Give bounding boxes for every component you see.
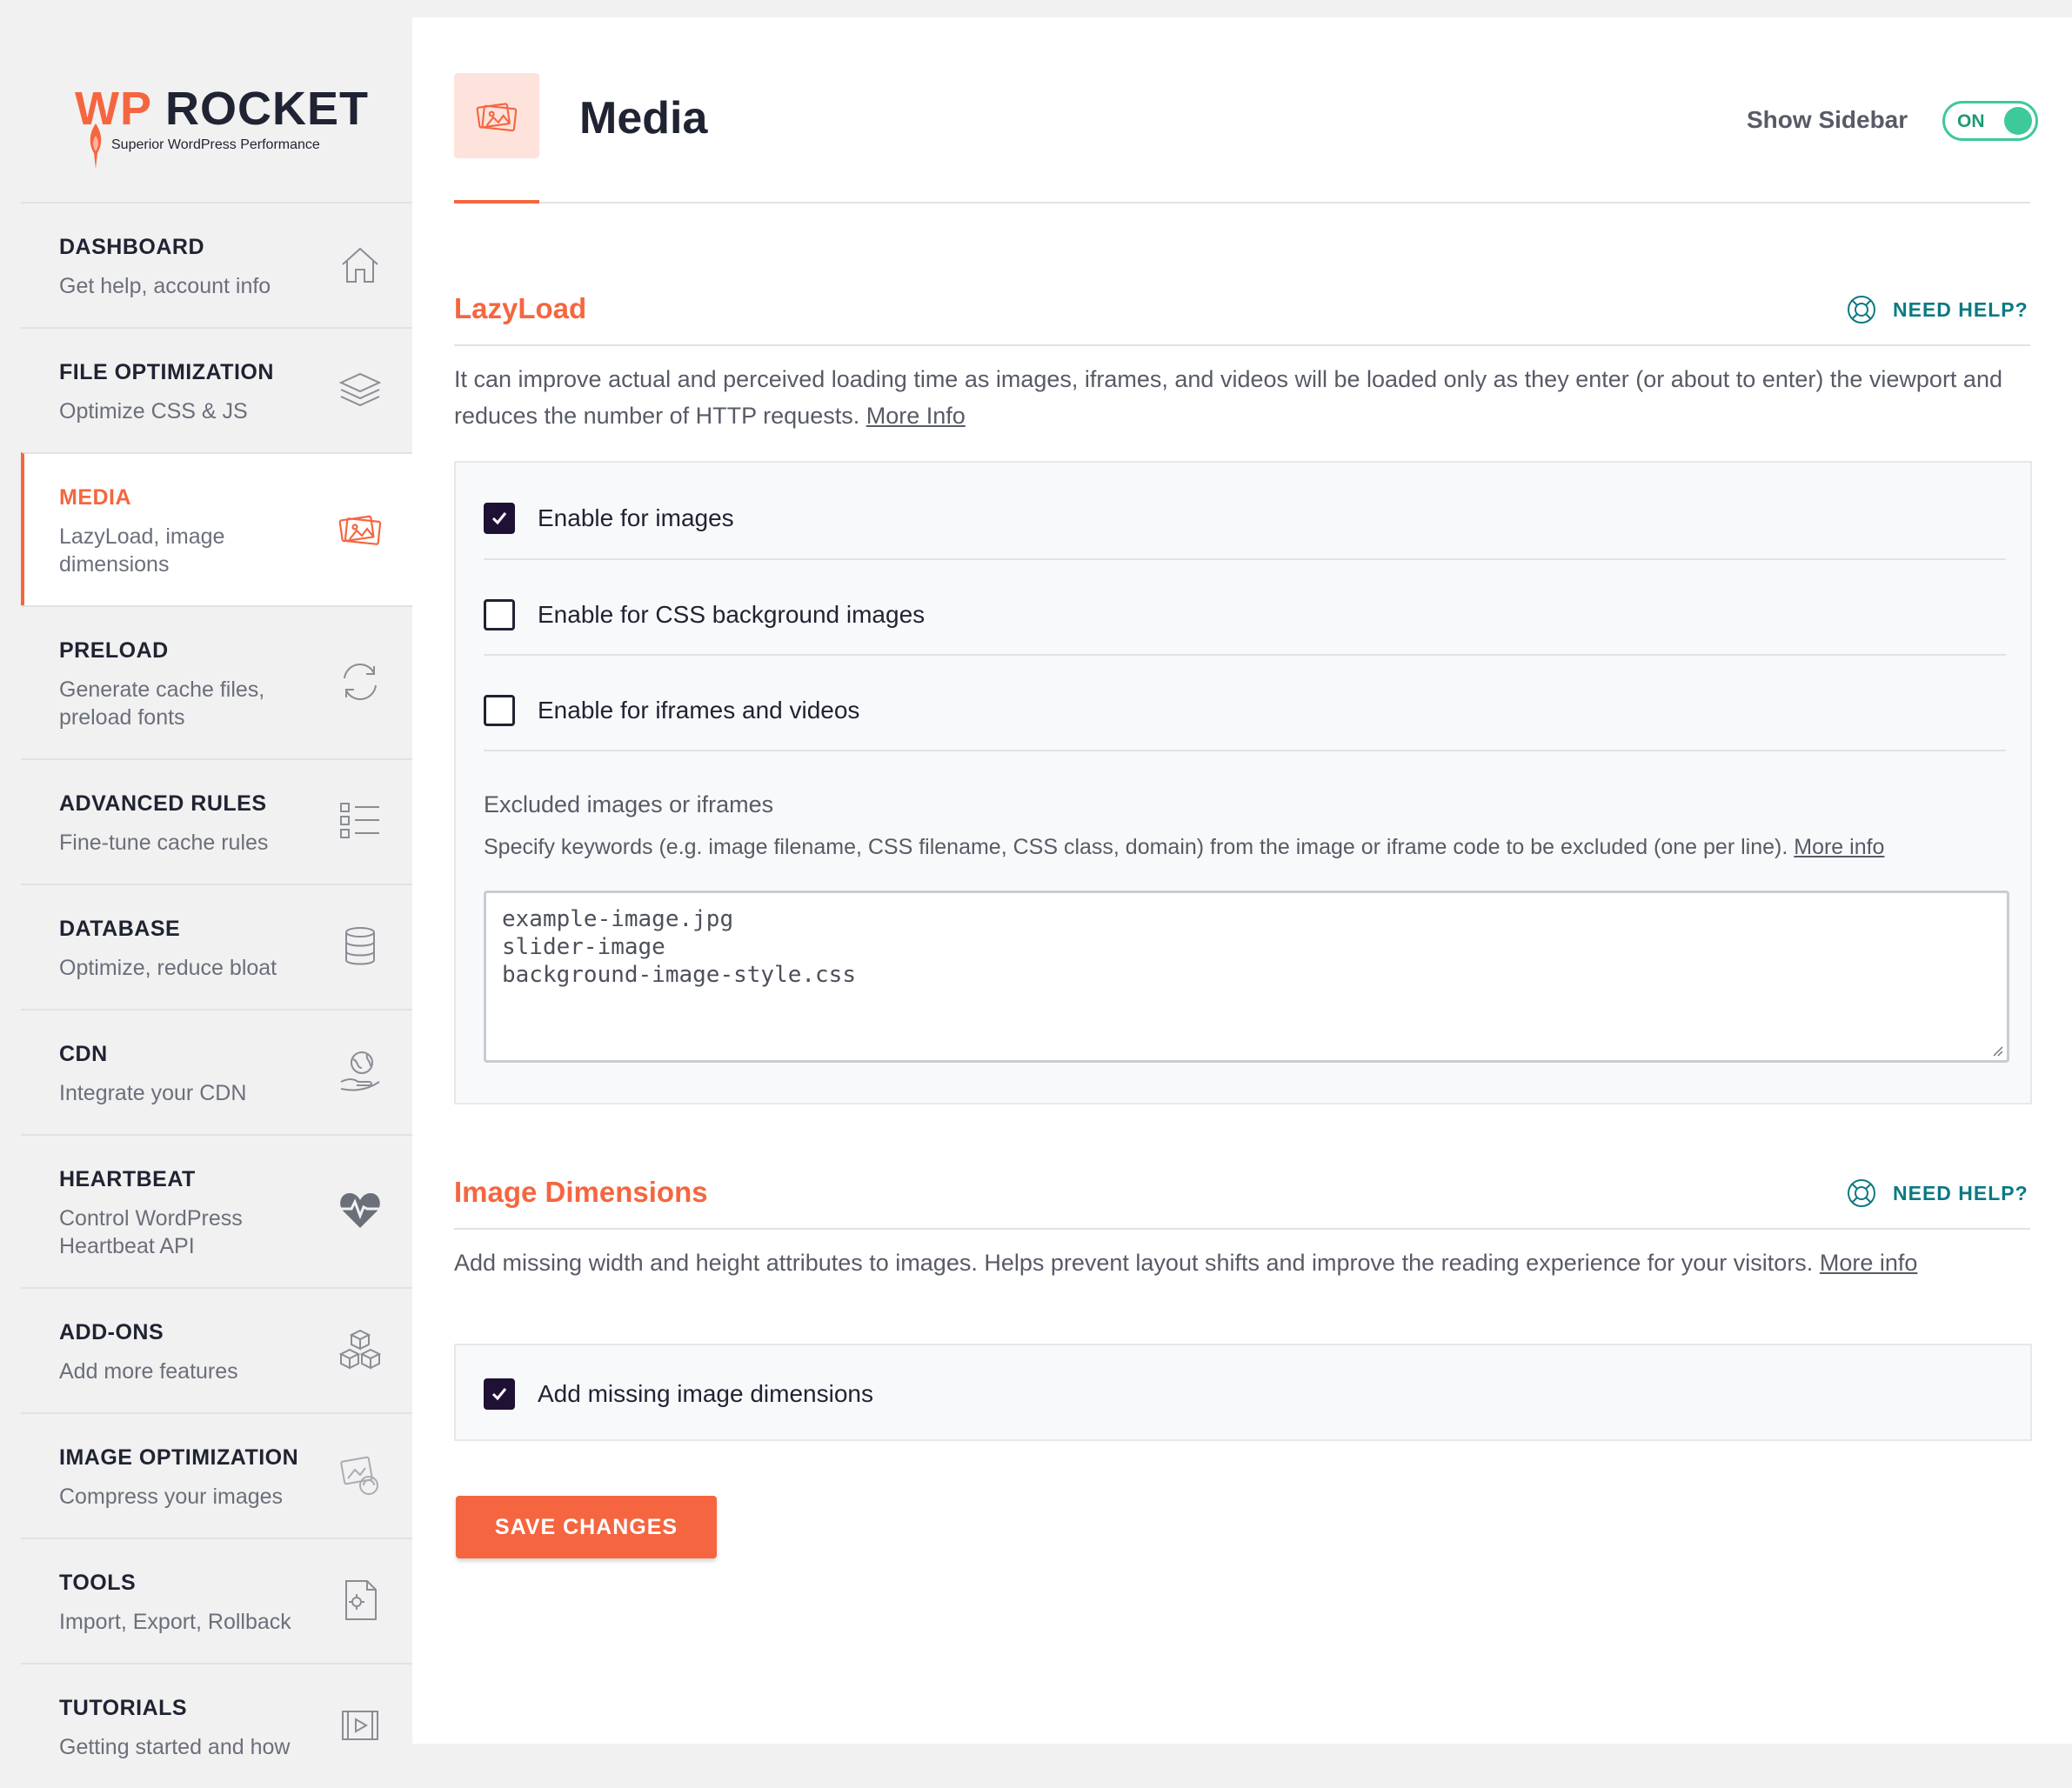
sidebar-item-subtitle: LazyLoad, image dimensions: [59, 524, 225, 577]
dimensions-divider: [454, 1228, 2030, 1230]
option-add-missing-dimensions[interactable]: [484, 1377, 2006, 1411]
dimensions-need-help-link[interactable]: [1846, 1178, 2029, 1209]
lazyload-more-info-link[interactable]: More Info: [866, 403, 966, 429]
video-icon: [338, 1703, 383, 1748]
lazyload-description: It can improve actual and perceived loading time as images, iframes, and videos will be loaded only as they enter (or about to enter) the viewport and reduces the number of HTTP requests. More Info: [454, 366, 2002, 429]
lazyload-need-help-link[interactable]: [1846, 294, 2029, 325]
page-icon: [454, 73, 539, 158]
dimensions-more-info-link[interactable]: More info: [1819, 1250, 1918, 1276]
need-help-label: NEED HELP?: [1893, 1181, 2029, 1204]
sidebar-item-file-optimization[interactable]: [21, 327, 412, 452]
sidebar-item-title: ADVANCED RULES: [59, 791, 267, 816]
sidebar-item-database[interactable]: [21, 884, 412, 1009]
checkbox-add-missing-dimensions[interactable]: [484, 1378, 515, 1410]
lifebuoy-icon: [1846, 1178, 1877, 1209]
sidebar-item-title: IMAGE OPTIMIZATION: [59, 1445, 299, 1470]
sidebar-item-tools[interactable]: [21, 1538, 412, 1663]
excluded-textarea[interactable]: example-image.jpg slider-image background-image-style.css: [484, 891, 2009, 1063]
sidebar-item-add-ons[interactable]: [21, 1287, 412, 1412]
sidebar-item-title: DASHBOARD: [59, 235, 204, 259]
sidebar-item-subtitle: Add more features: [59, 1359, 238, 1384]
checkbox-enable-css-backgrounds[interactable]: [484, 599, 515, 630]
wp-rocket-logo[interactable]: [75, 66, 371, 170]
checkmark-icon: [490, 1384, 509, 1404]
images-icon: [475, 94, 518, 137]
need-help-label: NEED HELP?: [1893, 297, 2029, 321]
sidebar-item-title: FILE OPTIMIZATION: [59, 360, 274, 384]
save-changes-button[interactable]: SAVE CHANGES: [456, 1496, 717, 1558]
toggle-label: ON: [1957, 111, 1985, 131]
header-accent-bar: [454, 200, 539, 203]
sidebar-item-subtitle: Getting started and how: [59, 1735, 291, 1759]
sidebar-item-advanced-rules[interactable]: [21, 758, 412, 884]
sidebar-item-heartbeat[interactable]: [21, 1134, 412, 1287]
sidebar-item-subtitle: Integrate your CDN: [59, 1081, 247, 1105]
sidebar-item-dashboard[interactable]: [21, 202, 412, 327]
list-icon: [338, 798, 383, 844]
layers-icon: [338, 367, 383, 412]
logo-wordmark: WP ROCKET: [75, 83, 370, 135]
sidebar-item-subtitle: Fine-tune cache rules: [59, 831, 269, 855]
show-sidebar-toggle[interactable]: [1942, 101, 2038, 141]
dimensions-description: Add missing width and height attributes to images. Helps prevent layout shifts and improve the reading experience for your visitors. More info: [454, 1250, 1918, 1276]
sidebar-item-subtitle: Get help, account info: [59, 274, 271, 298]
excluded-more-info-link[interactable]: More info: [1794, 835, 1885, 859]
sidebar-item-subtitle: Optimize, reduce bloat: [59, 956, 277, 980]
home-icon: [338, 242, 383, 287]
image-optimize-icon: [338, 1452, 383, 1498]
resize-grip-icon[interactable]: [1989, 1043, 2003, 1057]
option-label: Enable for iframes and videos: [538, 697, 860, 724]
sidebar-item-subtitle: Control WordPress Heartbeat API: [59, 1206, 243, 1258]
sidebar: [0, 17, 412, 1759]
logo-tagline: Superior WordPress Performance: [111, 137, 320, 152]
sidebar-item-media[interactable]: [21, 452, 412, 605]
sidebar-nav: [21, 202, 412, 1788]
sidebar-item-title: TUTORIALS: [59, 1696, 188, 1720]
refresh-icon: [338, 659, 383, 704]
option-enable-css-backgrounds[interactable]: [484, 597, 2006, 632]
option-divider: [484, 750, 2006, 751]
top-strip: [0, 0, 2072, 17]
show-sidebar-label: Show Sidebar: [1747, 106, 1908, 133]
sidebar-item-cdn[interactable]: [21, 1009, 412, 1134]
lifebuoy-icon: [1846, 294, 1877, 325]
checkbox-enable-images[interactable]: [484, 503, 515, 534]
sidebar-item-subtitle: Optimize CSS & JS: [59, 399, 248, 424]
header-divider: [454, 202, 2030, 203]
sidebar-item-title: CDN: [59, 1042, 108, 1066]
toggle-knob: [2004, 107, 2032, 135]
sidebar-item-title: MEDIA: [59, 485, 132, 510]
main-content: [412, 17, 2072, 1744]
sidebar-item-tutorials[interactable]: [21, 1663, 412, 1788]
checkbox-enable-iframes-videos[interactable]: [484, 695, 515, 726]
images-icon: [338, 506, 383, 551]
lazyload-divider: [454, 344, 2030, 346]
sidebar-item-preload[interactable]: [21, 605, 412, 758]
sidebar-item-title: PRELOAD: [59, 638, 169, 663]
option-label: Enable for CSS background images: [538, 601, 926, 628]
excluded-field-description: Specify keywords (e.g. image filename, CSS filename, CSS class, domain) from the image or iframe code to be excluded (one per line). More info: [484, 835, 1885, 859]
option-label: Add missing image dimensions: [538, 1380, 873, 1407]
sidebar-item-subtitle: Import, Export, Rollback: [59, 1610, 291, 1634]
checkmark-icon: [490, 509, 509, 528]
page-title: Media: [579, 93, 708, 143]
lazyload-section-title: LazyLoad: [454, 292, 587, 324]
sidebar-item-subtitle: Generate cache files, preload fonts: [59, 677, 265, 730]
sidebar-item-title: DATABASE: [59, 917, 181, 941]
option-enable-images[interactable]: [484, 501, 2006, 536]
option-divider: [484, 654, 2006, 656]
excluded-field-label: Excluded images or iframes: [484, 791, 774, 817]
sidebar-item-title: TOOLS: [59, 1571, 137, 1595]
database-icon: [338, 924, 383, 969]
option-enable-iframes-videos[interactable]: [484, 693, 2006, 728]
sidebar-item-title: ADD-ONS: [59, 1320, 164, 1344]
file-gear-icon: [338, 1578, 383, 1623]
lazyload-options-panel: [454, 461, 2032, 1104]
sidebar-item-title: HEARTBEAT: [59, 1167, 196, 1191]
heartbeat-icon: [338, 1188, 383, 1233]
cubes-icon: [338, 1327, 383, 1372]
dimensions-options-panel: [454, 1344, 2032, 1441]
option-label: Enable for images: [538, 504, 734, 531]
dimensions-section-title: Image Dimensions: [454, 1176, 708, 1208]
sidebar-item-image-optimization[interactable]: [21, 1412, 412, 1538]
option-divider: [484, 558, 2006, 560]
sidebar-item-subtitle: Compress your images: [59, 1484, 284, 1509]
globe-hand-icon: [338, 1049, 383, 1094]
